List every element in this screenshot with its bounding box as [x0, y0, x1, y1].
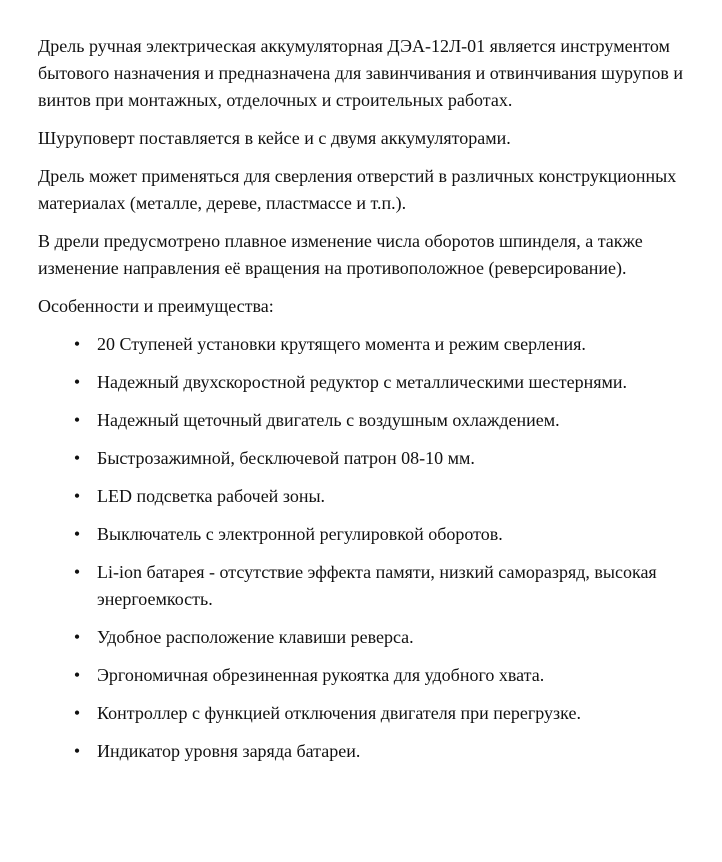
list-item — [38, 624, 698, 651]
feature-text: Надежный двухскоростной редуктор с металлическими шестернями. — [97, 372, 628, 392]
list-item — [38, 483, 698, 510]
feature-text: Удобное расположение клавиши реверса. — [97, 627, 414, 647]
feature-text: 20 Ступеней установки крутящего момента и режим сверления. — [97, 334, 586, 354]
feature-text: Контроллер с функцией отключения двигателя при перегрузке. — [97, 703, 581, 723]
feature-text: Li-ion батарея - отсутствие эффекта памяти, низкий саморазряд, высокая энергоемкость. — [97, 562, 657, 609]
list-item — [38, 445, 698, 472]
bullet-icon: • — [73, 372, 81, 392]
description-paragraph-2: Шуруповерт поставляется в кейсе и с двумя аккумуляторами. — [38, 128, 511, 148]
description-paragraph-1: Дрель ручная электрическая аккумуляторная ДЭА-12Л-01 является инструментом бытового назначения и предназначена для завинчивания и отвинчивания шурупов и винтов при монтажных, отделочных и строительных работах. — [38, 36, 684, 110]
description-paragraph-4: В дрели предусмотрено плавное изменение числа оборотов шпинделя, а также изменение направления её вращения на противоположное (реверсирование). — [38, 231, 643, 278]
list-item — [38, 738, 698, 765]
bullet-icon: • — [73, 448, 81, 468]
list-item — [38, 700, 698, 727]
bullet-icon: • — [73, 562, 81, 582]
bullet-icon: • — [73, 741, 81, 761]
bullet-icon: • — [73, 410, 81, 430]
list-item — [38, 331, 698, 358]
feature-text: Индикатор уровня заряда батареи. — [97, 741, 361, 761]
feature-text: LED подсветка рабочей зоны. — [97, 486, 326, 506]
document-body — [38, 33, 698, 776]
bullet-icon: • — [73, 665, 81, 685]
list-item — [38, 662, 698, 689]
bullet-icon: • — [73, 703, 81, 723]
bullet-icon: • — [73, 627, 81, 647]
feature-text: Быстрозажимной, бесключевой патрон 08-10 мм. — [97, 448, 475, 468]
features-list — [38, 331, 698, 765]
list-item — [38, 521, 698, 548]
features-heading: Особенности и преимущества: — [38, 296, 274, 316]
description-paragraph-3: Дрель может применяться для сверления отверстий в различных конструкционных материалах (металле, дереве, пластмассе и т.п.). — [38, 166, 677, 213]
bullet-icon: • — [73, 334, 81, 354]
feature-text: Выключатель с электронной регулировкой оборотов. — [97, 524, 503, 544]
list-item — [38, 559, 698, 613]
list-item — [38, 407, 698, 434]
feature-text: Надежный щеточный двигатель с воздушным охлаждением. — [97, 410, 560, 430]
bullet-icon: • — [73, 524, 81, 544]
feature-text: Эргономичная обрезиненная рукоятка для удобного хвата. — [97, 665, 545, 685]
list-item — [38, 369, 698, 396]
bullet-icon: • — [73, 486, 81, 506]
